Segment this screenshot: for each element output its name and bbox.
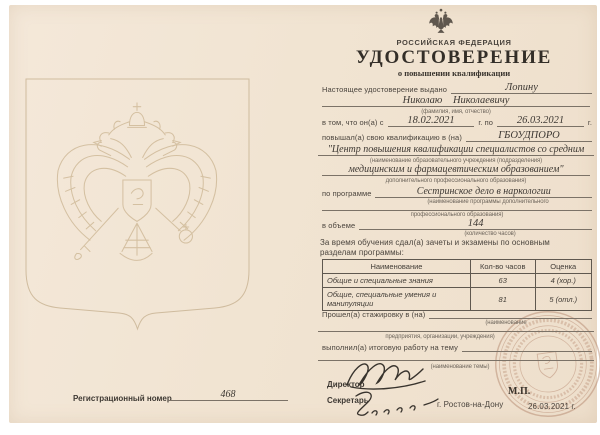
issued-to-label: Настоящее удостоверение выдано <box>322 85 447 94</box>
org-name-line1: "Центр повышения квалификации специалистов со средним <box>318 144 594 156</box>
subject-grade: 4 (хор.) <box>535 274 592 288</box>
name-patronymic-value: Николаю Николаевичу <box>322 95 590 107</box>
col-header-hours: Кол-во часов <box>470 260 535 274</box>
country-name: РОССИЙСКАЯ ФЕДЕРАЦИЯ <box>396 38 512 47</box>
secretary-label: Секретарь <box>327 396 369 405</box>
program-caption2: профессионального образования) <box>410 212 504 218</box>
org-label: повышал(а) свою квалификацию в (на) <box>322 133 462 142</box>
program-value: Сестринское дело в наркологии <box>375 186 592 198</box>
date-from-value: 18.02.2021 <box>388 115 475 127</box>
registration-number-label: Регистрационный номер <box>73 394 172 403</box>
surname-value: Лопину <box>451 82 592 94</box>
volume-caption: (количество часов) <box>464 231 516 237</box>
internship-caption1: (наименование <box>485 320 527 326</box>
registration-number-value: 468 <box>168 389 288 401</box>
secretary-signature <box>346 388 446 420</box>
grades-table <box>322 259 592 311</box>
internship-blank <box>429 308 592 319</box>
subject-grade: 5 (отл.) <box>535 288 592 311</box>
volume-value: 144 <box>359 218 592 230</box>
subject-hours: 81 <box>470 288 535 311</box>
document-title: УДОСТОВЕРЕНИЕ <box>355 47 553 68</box>
period-end-label: г. <box>587 118 593 127</box>
internship-blank-line2 <box>318 324 594 332</box>
org-caption1: (наименование образовательного учреждения (подразделения) <box>369 158 543 164</box>
col-header-name: Наименование <box>323 260 471 274</box>
period-label: в том, что он(а) с <box>322 118 384 127</box>
city-value: г. Ростов-на-Дону <box>437 400 504 409</box>
seal-place-label: М.П. <box>508 386 531 397</box>
document-subtitle: о повышении квалификации <box>397 68 511 78</box>
subject-hours: 63 <box>470 274 535 288</box>
period-mid-label: г. по <box>478 118 494 127</box>
program-blank-line <box>322 203 592 211</box>
table-row <box>323 274 592 288</box>
volume-label: в объеме <box>322 221 356 230</box>
state-emblem-eagle-icon <box>427 6 455 36</box>
org-short-value: ГБОУДПОРО <box>466 130 592 142</box>
director-label: Директор <box>327 380 365 389</box>
coat-of-arms-watermark-icon <box>43 96 231 296</box>
thesis-blank <box>462 341 592 352</box>
program-caption1: (наименование программы дополнительного <box>427 199 549 205</box>
internship-label: Прошел(а) стажировку в (на) <box>322 310 426 319</box>
date-to-value: 26.03.2021 <box>497 115 584 127</box>
issue-date-value: 26.03.2021 г. <box>528 402 576 411</box>
exams-text: За время обучения сдал(а) зачеты и экзамены по основным разделам программы: <box>320 238 550 257</box>
org-caption2: дополнительного профессионального образования) <box>385 178 527 184</box>
subject-name: Общие и специальные знания <box>323 274 471 288</box>
program-label: по программе <box>322 189 372 198</box>
table-header-row <box>323 260 592 274</box>
col-header-grade: Оценка <box>535 260 592 274</box>
thesis-label: выполнил(а) итоговую работу на тему <box>322 343 458 352</box>
internship-caption2: предприятия, организации, учреждения) <box>385 334 495 340</box>
subject-name: Общие, специальные умения и манипуляции <box>323 288 471 311</box>
org-name-line2: медицинским и фармацевтическим образованием" <box>322 164 590 176</box>
thesis-caption: (наименование темы) <box>430 364 490 370</box>
name-caption: (фамилия, имя, отчество) <box>421 109 491 115</box>
